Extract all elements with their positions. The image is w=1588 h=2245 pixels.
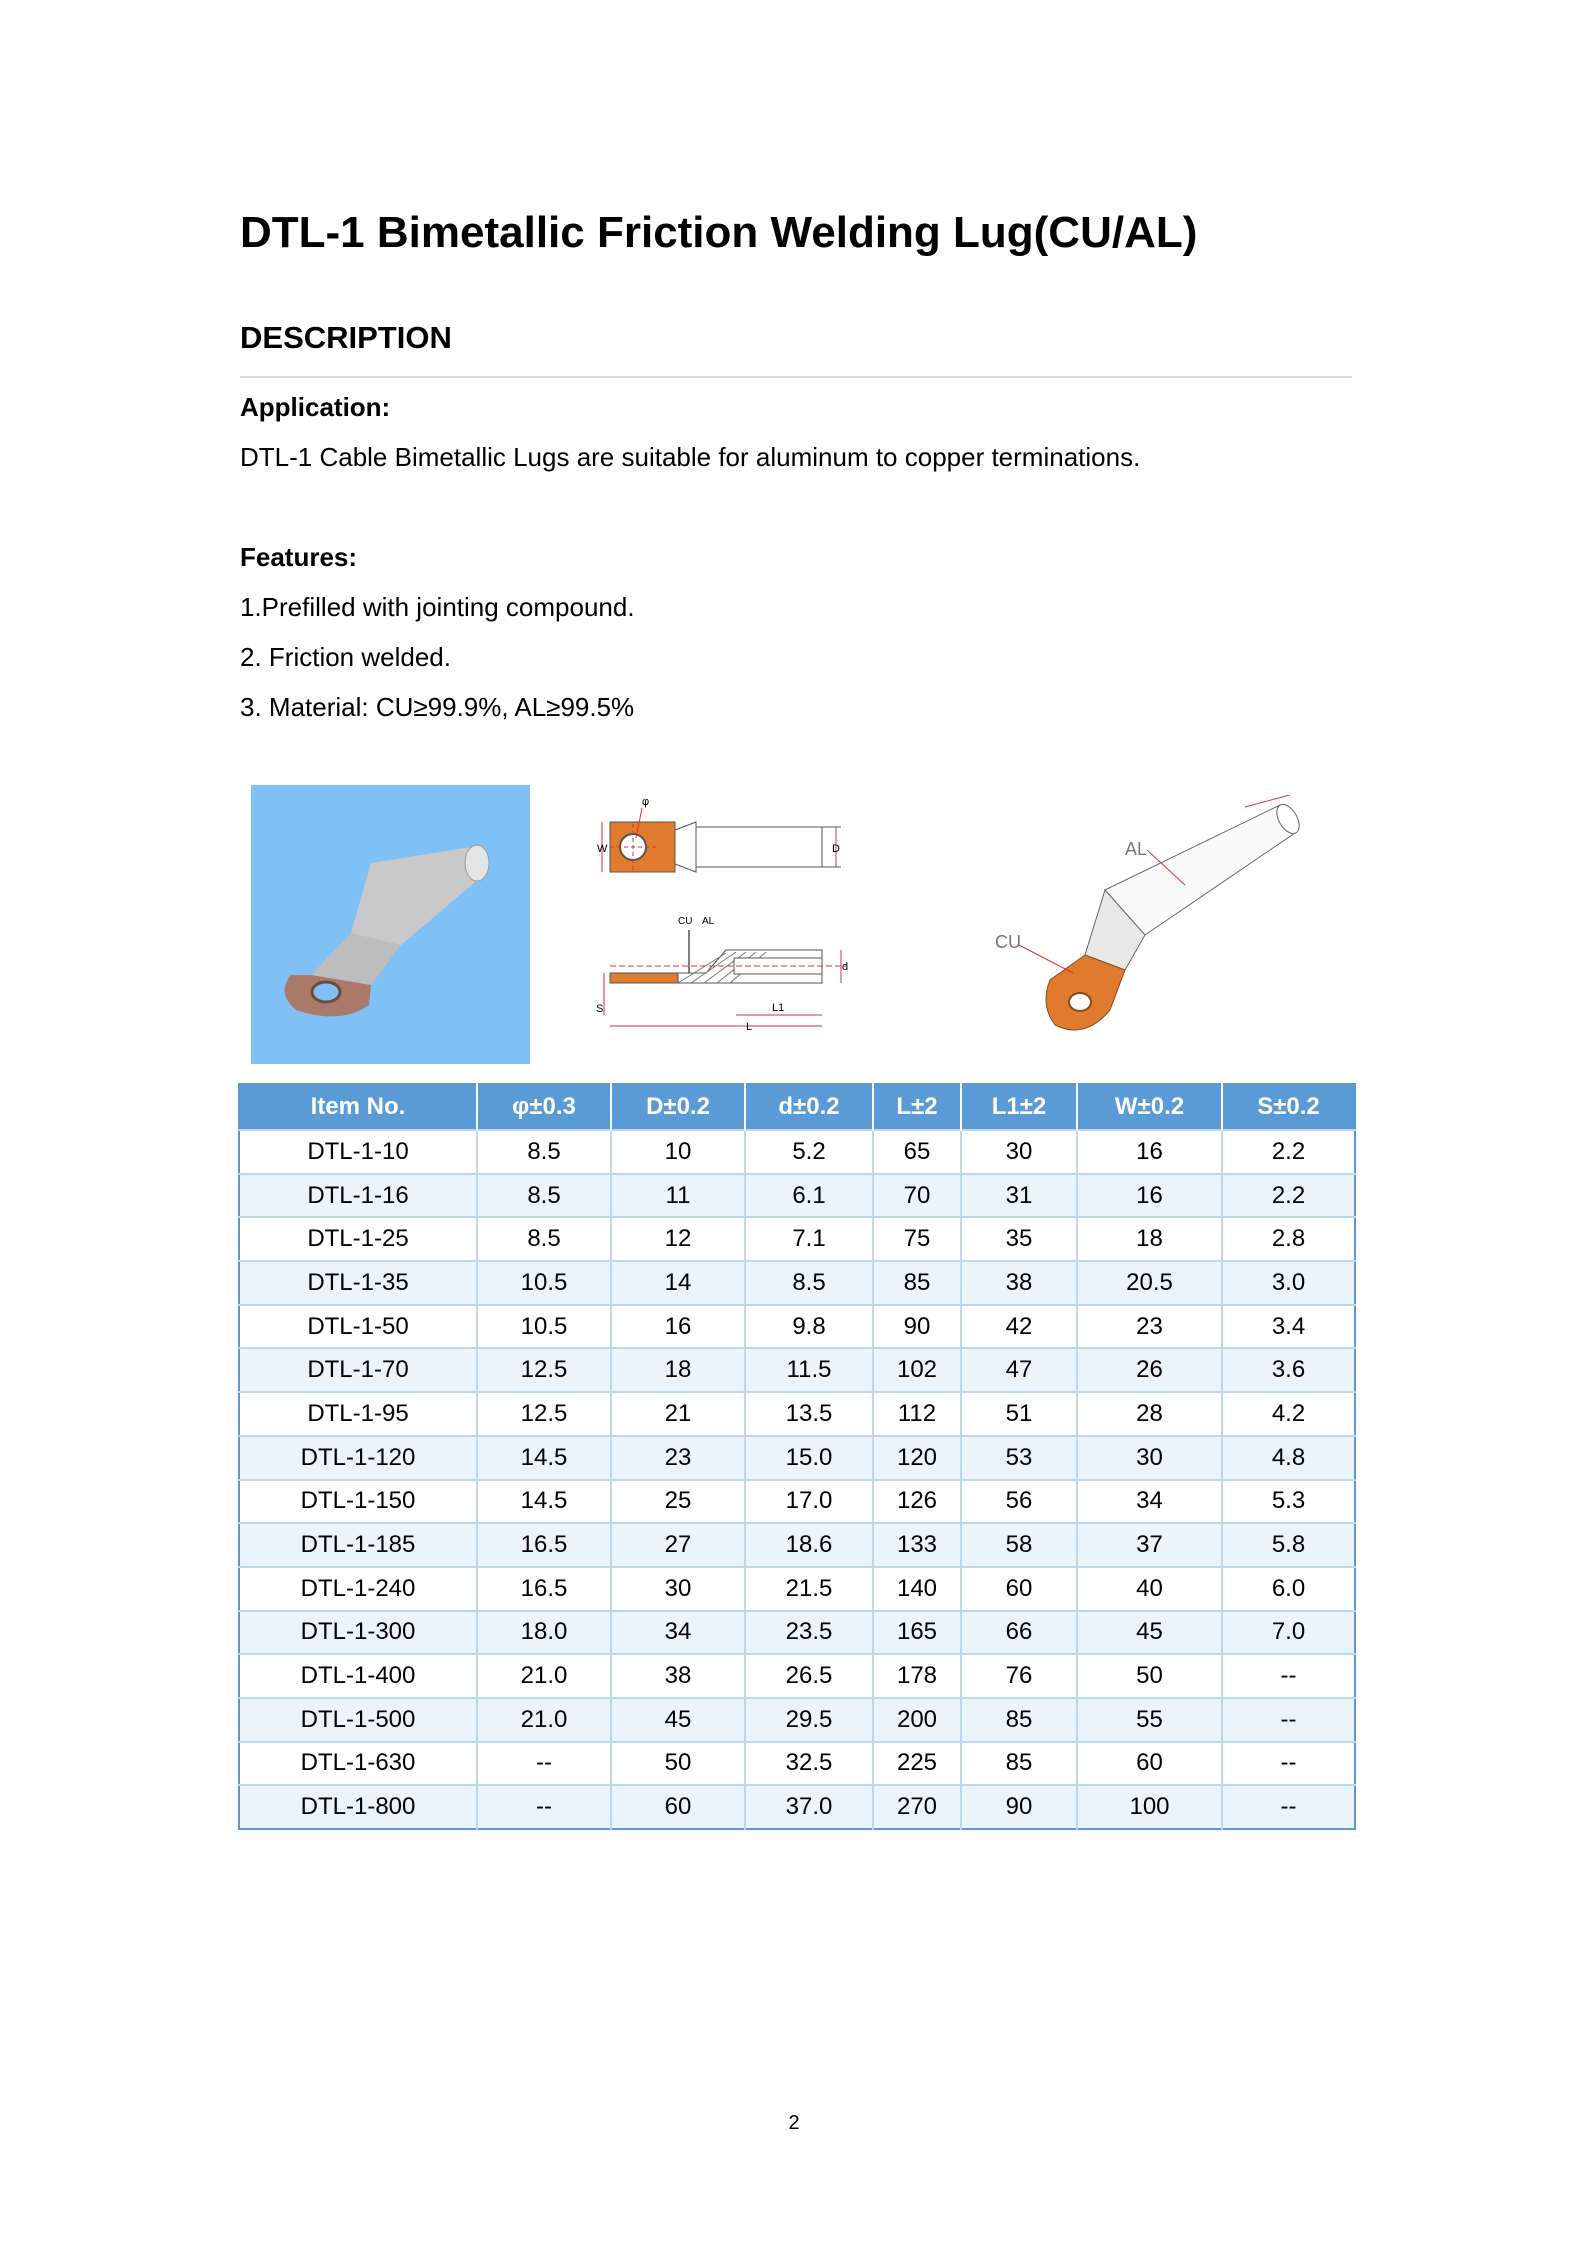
table-cell: 133 — [873, 1523, 961, 1567]
table-row — [239, 1523, 1355, 1567]
table-cell: 70 — [873, 1174, 961, 1218]
table-cell: 18.6 — [745, 1523, 873, 1567]
d-upper-label: D — [832, 843, 840, 855]
w-label: W — [597, 843, 608, 855]
table-cell: 60 — [611, 1785, 745, 1829]
table-row — [239, 1174, 1355, 1218]
table-cell: -- — [1222, 1654, 1355, 1698]
table-cell: 16.5 — [477, 1567, 611, 1611]
table-cell: 112 — [873, 1392, 961, 1436]
table-row — [239, 1305, 1355, 1349]
table-cell: 270 — [873, 1785, 961, 1829]
table-cell: 16.5 — [477, 1523, 611, 1567]
table-cell: 100 — [1077, 1785, 1222, 1829]
table-cell: 42 — [961, 1305, 1077, 1349]
table-cell: 23 — [1077, 1305, 1222, 1349]
page-number: 2 — [788, 2112, 800, 2134]
table-cell: 85 — [961, 1742, 1077, 1786]
table-cell: DTL-1-10 — [239, 1130, 477, 1174]
lug-isometric-illustration — [975, 795, 1330, 1055]
feature-item-1: 1.Prefilled with jointing compound. — [240, 592, 635, 622]
table-cell: 7.1 — [745, 1217, 873, 1261]
table-cell: 47 — [961, 1348, 1077, 1392]
table-cell: 55 — [1077, 1698, 1222, 1742]
table-cell: 50 — [611, 1742, 745, 1786]
table-row — [239, 1654, 1355, 1698]
table-cell: 3.4 — [1222, 1305, 1355, 1349]
table-cell: 5.3 — [1222, 1480, 1355, 1524]
table-cell: 8.5 — [477, 1130, 611, 1174]
table-cell: DTL-1-500 — [239, 1698, 477, 1742]
table-cell: 66 — [961, 1611, 1077, 1655]
table-cell: -- — [1222, 1785, 1355, 1829]
table-cell: 18 — [1077, 1217, 1222, 1261]
table-cell: 35 — [961, 1217, 1077, 1261]
table-cell: 140 — [873, 1567, 961, 1611]
table-cell: 30 — [611, 1567, 745, 1611]
table-cell: DTL-1-150 — [239, 1480, 477, 1524]
table-cell: 200 — [873, 1698, 961, 1742]
table-cell: 58 — [961, 1523, 1077, 1567]
table-cell: 11.5 — [745, 1348, 873, 1392]
table-header-cell: S±0.2 — [1222, 1084, 1355, 1130]
table-cell: 37.0 — [745, 1785, 873, 1829]
table-row — [239, 1261, 1355, 1305]
table-header-cell: Item No. — [239, 1084, 477, 1130]
table-cell: -- — [1222, 1742, 1355, 1786]
table-cell: DTL-1-630 — [239, 1742, 477, 1786]
table-cell: DTL-1-70 — [239, 1348, 477, 1392]
table-cell: 85 — [873, 1261, 961, 1305]
table-cell: 10.5 — [477, 1261, 611, 1305]
feature-item-3: 3. Material: CU≥99.9%, AL≥99.5% — [240, 692, 635, 722]
section-divider — [240, 376, 1352, 378]
table-header-cell: D±0.2 — [611, 1084, 745, 1130]
table-row — [239, 1785, 1355, 1829]
table-cell: 28 — [1077, 1392, 1222, 1436]
table-cell: DTL-1-95 — [239, 1392, 477, 1436]
table-cell: 45 — [1077, 1611, 1222, 1655]
table-cell: 165 — [873, 1611, 961, 1655]
table-header-cell: L±2 — [873, 1084, 961, 1130]
table-cell: 6.0 — [1222, 1567, 1355, 1611]
application-text: DTL-1 Cable Bimetallic Lugs are suitable for aluminum to copper terminations. — [240, 442, 1141, 472]
table-cell: DTL-1-800 — [239, 1785, 477, 1829]
table-row — [239, 1348, 1355, 1392]
table-cell: 21 — [611, 1392, 745, 1436]
table-cell: 23.5 — [745, 1611, 873, 1655]
table-cell: 26 — [1077, 1348, 1222, 1392]
table-cell: 17.0 — [745, 1480, 873, 1524]
table-row — [239, 1742, 1355, 1786]
table-cell: 60 — [961, 1567, 1077, 1611]
table-row — [239, 1436, 1355, 1480]
table-cell: 40 — [1077, 1567, 1222, 1611]
table-cell: 90 — [873, 1305, 961, 1349]
table-cell: 16 — [611, 1305, 745, 1349]
table-cell: 16 — [1077, 1130, 1222, 1174]
table-cell: 10 — [611, 1130, 745, 1174]
table-cell: 37 — [1077, 1523, 1222, 1567]
table-cell: 76 — [961, 1654, 1077, 1698]
table-cell: 38 — [961, 1261, 1077, 1305]
table-row — [239, 1567, 1355, 1611]
table-cell: 51 — [961, 1392, 1077, 1436]
table-cell: 178 — [873, 1654, 961, 1698]
table-cell: 14.5 — [477, 1480, 611, 1524]
table-header-cell: d±0.2 — [745, 1084, 873, 1130]
table-cell: 2.8 — [1222, 1217, 1355, 1261]
table-header-cell: W±0.2 — [1077, 1084, 1222, 1130]
table-cell: 21.5 — [745, 1567, 873, 1611]
table-cell: 4.2 — [1222, 1392, 1355, 1436]
table-cell: 20.5 — [1077, 1261, 1222, 1305]
table-cell: 30 — [961, 1130, 1077, 1174]
spec-table — [238, 1083, 1356, 1830]
l-label: L — [746, 1021, 753, 1030]
table-row — [239, 1392, 1355, 1436]
table-cell: 11 — [611, 1174, 745, 1218]
table-cell: -- — [477, 1785, 611, 1829]
phi-label: φ — [642, 796, 650, 808]
feature-item-2: 2. Friction welded. — [240, 642, 451, 672]
d-lower-label: d — [842, 961, 849, 973]
table-cell: DTL-1-16 — [239, 1174, 477, 1218]
table-cell: 2.2 — [1222, 1130, 1355, 1174]
table-cell: 12.5 — [477, 1348, 611, 1392]
features-heading: Features: — [240, 542, 358, 572]
table-cell: 3.6 — [1222, 1348, 1355, 1392]
table-row — [239, 1217, 1355, 1261]
table-cell: DTL-1-25 — [239, 1217, 477, 1261]
table-cell: 53 — [961, 1436, 1077, 1480]
table-cell: DTL-1-35 — [239, 1261, 477, 1305]
table-cell: 102 — [873, 1348, 961, 1392]
table-cell: 12.5 — [477, 1392, 611, 1436]
table-cell: DTL-1-240 — [239, 1567, 477, 1611]
page-title: DTL-1 Bimetallic Friction Welding Lug(CU/AL) — [240, 208, 1198, 257]
table-cell: DTL-1-400 — [239, 1654, 477, 1698]
table-row — [239, 1480, 1355, 1524]
table-cell: 25 — [611, 1480, 745, 1524]
table-cell: DTL-1-185 — [239, 1523, 477, 1567]
table-cell: 10.5 — [477, 1305, 611, 1349]
product-photo — [251, 785, 530, 1064]
s-label: S — [596, 1003, 604, 1015]
table-cell: 21.0 — [477, 1698, 611, 1742]
table-cell: 56 — [961, 1480, 1077, 1524]
table-cell: 60 — [1077, 1742, 1222, 1786]
table-cell: 8.5 — [745, 1261, 873, 1305]
table-cell: 5.2 — [745, 1130, 873, 1174]
table-header-cell: L1±2 — [961, 1084, 1077, 1130]
table-cell: 31 — [961, 1174, 1077, 1218]
table-cell: 18.0 — [477, 1611, 611, 1655]
table-row — [239, 1130, 1355, 1174]
lug-technical-drawing — [596, 790, 926, 1030]
table-cell: DTL-1-50 — [239, 1305, 477, 1349]
iso-al-label: AL — [1125, 839, 1148, 859]
table-cell: 225 — [873, 1742, 961, 1786]
table-cell: 13.5 — [745, 1392, 873, 1436]
section-heading: DESCRIPTION — [240, 320, 452, 355]
table-cell: 27 — [611, 1523, 745, 1567]
table-cell: 126 — [873, 1480, 961, 1524]
table-cell: 14 — [611, 1261, 745, 1305]
table-cell: 4.8 — [1222, 1436, 1355, 1480]
table-cell: 34 — [611, 1611, 745, 1655]
table-cell: 8.5 — [477, 1174, 611, 1218]
table-cell: DTL-1-120 — [239, 1436, 477, 1480]
table-cell: 32.5 — [745, 1742, 873, 1786]
table-cell: 23 — [611, 1436, 745, 1480]
table-cell: 12 — [611, 1217, 745, 1261]
table-cell: 14.5 — [477, 1436, 611, 1480]
table-cell: 50 — [1077, 1654, 1222, 1698]
table-cell: 26.5 — [745, 1654, 873, 1698]
table-cell: 5.8 — [1222, 1523, 1355, 1567]
table-cell: 30 — [1077, 1436, 1222, 1480]
table-cell: 21.0 — [477, 1654, 611, 1698]
table-cell: 120 — [873, 1436, 961, 1480]
table-cell: 7.0 — [1222, 1611, 1355, 1655]
table-cell: 18 — [611, 1348, 745, 1392]
application-heading: Application: — [240, 392, 391, 422]
table-cell: 16 — [1077, 1174, 1222, 1218]
table-cell: 90 — [961, 1785, 1077, 1829]
table-cell: 15.0 — [745, 1436, 873, 1480]
table-cell: 75 — [873, 1217, 961, 1261]
table-cell: DTL-1-300 — [239, 1611, 477, 1655]
l1-label: L1 — [772, 1002, 785, 1014]
table-header-row — [239, 1084, 1355, 1130]
table-cell: 38 — [611, 1654, 745, 1698]
iso-cu-label: CU — [995, 932, 1021, 952]
table-cell: 3.0 — [1222, 1261, 1355, 1305]
cu-label: CU — [678, 916, 693, 927]
table-cell: 9.8 — [745, 1305, 873, 1349]
table-body — [239, 1130, 1355, 1829]
table-cell: 8.5 — [477, 1217, 611, 1261]
table-cell: 29.5 — [745, 1698, 873, 1742]
table-cell: 65 — [873, 1130, 961, 1174]
table-row — [239, 1611, 1355, 1655]
al-label: AL — [702, 916, 715, 927]
table-cell: 6.1 — [745, 1174, 873, 1218]
table-cell: 2.2 — [1222, 1174, 1355, 1218]
table-header-cell: φ±0.3 — [477, 1084, 611, 1130]
table-cell: 45 — [611, 1698, 745, 1742]
table-cell: 85 — [961, 1698, 1077, 1742]
table-cell: -- — [1222, 1698, 1355, 1742]
table-cell: -- — [477, 1742, 611, 1786]
table-cell: 34 — [1077, 1480, 1222, 1524]
table-row — [239, 1698, 1355, 1742]
